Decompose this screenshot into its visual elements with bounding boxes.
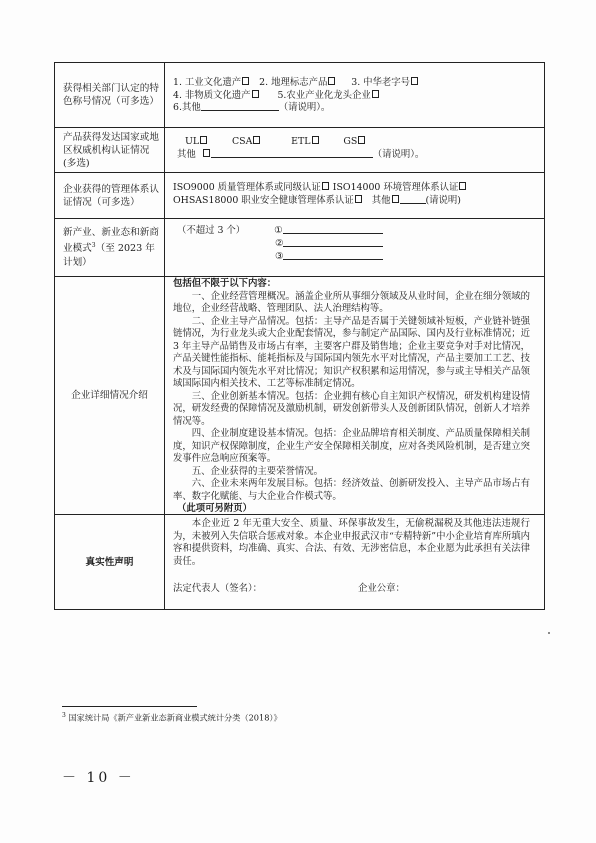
legal-rep-signature[interactable]: 法定代表人（签名）： bbox=[173, 583, 263, 594]
detail-heading: 包括但不限于以下内容： bbox=[173, 278, 277, 289]
option-time-honored-brand[interactable]: 3. 中华老字号 bbox=[351, 77, 419, 88]
certification-row bbox=[55, 63, 544, 128]
detail-tail-note: （此项可另附页） bbox=[177, 503, 253, 514]
detail-content bbox=[165, 277, 544, 514]
checkbox[interactable] bbox=[355, 195, 362, 203]
page-number: － 10 － bbox=[62, 770, 135, 786]
entry-number-3: ③ bbox=[275, 251, 284, 262]
detail-item-6: 六、企业未来两年发展目标。包括：经济效益、创新研发投入、主导产品市场占有率、数字化赋能、与大企业合作模式等。 bbox=[173, 478, 530, 502]
option-other-label: 6.其他 bbox=[173, 102, 201, 113]
detail-item-1: 一、企业经营管理概况。涵盖企业所从事细分领域及从业时间，企业在细分领域的地位，企业经营战略、管理团队、法人治理结构等。 bbox=[173, 290, 530, 314]
checkbox[interactable] bbox=[411, 77, 418, 85]
intl-cert-row bbox=[55, 128, 544, 173]
detail-item-2: 二、企业主导产品情况。包括：主导产品是否属于关键领域补短板，产业链补链强链情况，为行业龙头或大企业配套情况，参与制定产品国际、国内及行业标准情况；近 3 年主导产品销售及市场占有率，主要客户群及销售地；企业主要竞争对手对比情况，产品关键性能指标、能耗指标及与国际国内领先水平对比情况，产品主要加工工艺、技术及与国际国内领先水平对比情况；知识产权积累和运用情况，参与或主导相关产品领域国际国内相关技术、工艺等标准制定情况。 bbox=[173, 315, 530, 389]
intl-cert-label: 产品获得发达国家或地区权威机构认证情况(多选) bbox=[55, 128, 165, 172]
option-intangible-heritage[interactable]: 4. 非物质文化遗产 bbox=[173, 90, 260, 101]
application-table bbox=[54, 62, 545, 610]
entry-line-3[interactable] bbox=[283, 251, 383, 260]
option-iso9000[interactable]: ISO9000 质量管理体系或同级认证 bbox=[173, 182, 330, 193]
option-other-label: 其他 bbox=[177, 148, 196, 160]
certification-label: 获得相关部门认定的特色称号情况（可多选） bbox=[55, 63, 165, 127]
detail-item-3: 三、企业创新基本情况。包括：企业拥有核心自主知识产权情况，研发机构建设情况，研发经费的保障情况及激励机制，研发创新带头人及创新团队情况，创新人才培养情况等。 bbox=[173, 390, 530, 427]
new-model-row bbox=[55, 219, 544, 277]
other-fill-line[interactable] bbox=[400, 195, 426, 204]
company-seal[interactable]: 企业公章： bbox=[358, 583, 405, 594]
checkbox[interactable] bbox=[328, 77, 335, 85]
checkbox[interactable] bbox=[252, 90, 259, 98]
checkbox[interactable] bbox=[372, 90, 379, 98]
entry-number-2: ② bbox=[275, 238, 284, 249]
option-ul[interactable]: UL bbox=[185, 136, 208, 147]
limit-note: （不超过 3 个） bbox=[177, 225, 246, 236]
detail-item-4: 四、企业制度建设基本情况。包括：企业品牌培育相关制度、产品质量保障相关制度，知识产权保障制度，企业生产安全保障相关制度，应对各类风险机制，是否建立突发事件应急响应预案等。 bbox=[173, 428, 530, 464]
checkbox[interactable] bbox=[322, 182, 329, 190]
entry-line-2[interactable] bbox=[283, 238, 383, 247]
declaration-label: 真实性声明 bbox=[55, 515, 165, 609]
checkbox[interactable] bbox=[200, 136, 207, 144]
detail-row bbox=[55, 277, 544, 515]
detail-item-5: 五、企业获得的主要荣誉情况。 bbox=[191, 465, 324, 477]
option-csa[interactable]: CSA bbox=[232, 136, 261, 147]
entry-number-1: ① bbox=[274, 225, 283, 236]
checkbox[interactable] bbox=[203, 149, 210, 157]
entry-line-1[interactable] bbox=[283, 225, 383, 234]
option-gs[interactable]: GS bbox=[343, 136, 366, 147]
mgmt-system-options bbox=[165, 173, 544, 218]
option-etl[interactable]: ETL bbox=[291, 136, 319, 147]
explain-note: （请说明）。 bbox=[372, 148, 425, 160]
detail-label: 企业详细情况介绍 bbox=[55, 277, 165, 514]
explain-note: (请说明) bbox=[425, 194, 461, 206]
declaration-row bbox=[55, 515, 544, 609]
footnote-rule bbox=[62, 706, 197, 707]
option-geo-indication[interactable]: 2. 地理标志产品 bbox=[259, 77, 336, 88]
explain-note: （请说明）。 bbox=[278, 102, 331, 113]
option-agri-leader[interactable]: 5.农业产业化龙头企业 bbox=[277, 90, 379, 101]
other-fill-line[interactable] bbox=[201, 102, 279, 111]
new-model-entries bbox=[165, 219, 544, 276]
option-ohsas18000[interactable]: OHSAS18000 职业安全健康管理体系认证 bbox=[173, 195, 363, 206]
declaration-text: 本企业近 2 年无重大安全、质量、环保事故发生，无偷税漏税及其他违法违规行为，未被列入失信联合惩戒对象。本企业申报武汉市“专精特新”中小企业培育库所填内容和提供资料，均准确、真实、合法、有效、无涉密信息，本企业愿为此承担有关法律责任。 bbox=[173, 518, 530, 567]
checkbox[interactable] bbox=[242, 77, 249, 85]
scan-speck bbox=[548, 632, 550, 634]
checkbox[interactable] bbox=[392, 195, 399, 203]
checkbox[interactable] bbox=[459, 182, 466, 190]
certification-options bbox=[165, 63, 544, 127]
other-fill-line[interactable] bbox=[211, 149, 373, 158]
option-industrial-heritage[interactable]: 1. 工业文化遗产 bbox=[173, 77, 250, 88]
mgmt-system-row bbox=[55, 173, 544, 219]
option-iso14000[interactable]: ISO14000 环境管理体系认证 bbox=[333, 182, 468, 193]
checkbox[interactable] bbox=[358, 136, 365, 144]
checkbox[interactable] bbox=[312, 136, 319, 144]
mgmt-system-label: 企业获得的管理体系认证情况（可多选） bbox=[55, 173, 165, 218]
option-other-label: 其他 bbox=[371, 194, 391, 206]
new-model-label: 新产业、新业态和新商业模式$^3$（至 2023 年计划） bbox=[55, 219, 165, 276]
intl-cert-options bbox=[165, 128, 544, 172]
footnote: $^3$ 国家统计局《新产业新业态新商业模式统计分类（2018）》 bbox=[62, 712, 282, 723]
checkbox[interactable] bbox=[253, 136, 260, 144]
declaration-content bbox=[165, 515, 544, 609]
